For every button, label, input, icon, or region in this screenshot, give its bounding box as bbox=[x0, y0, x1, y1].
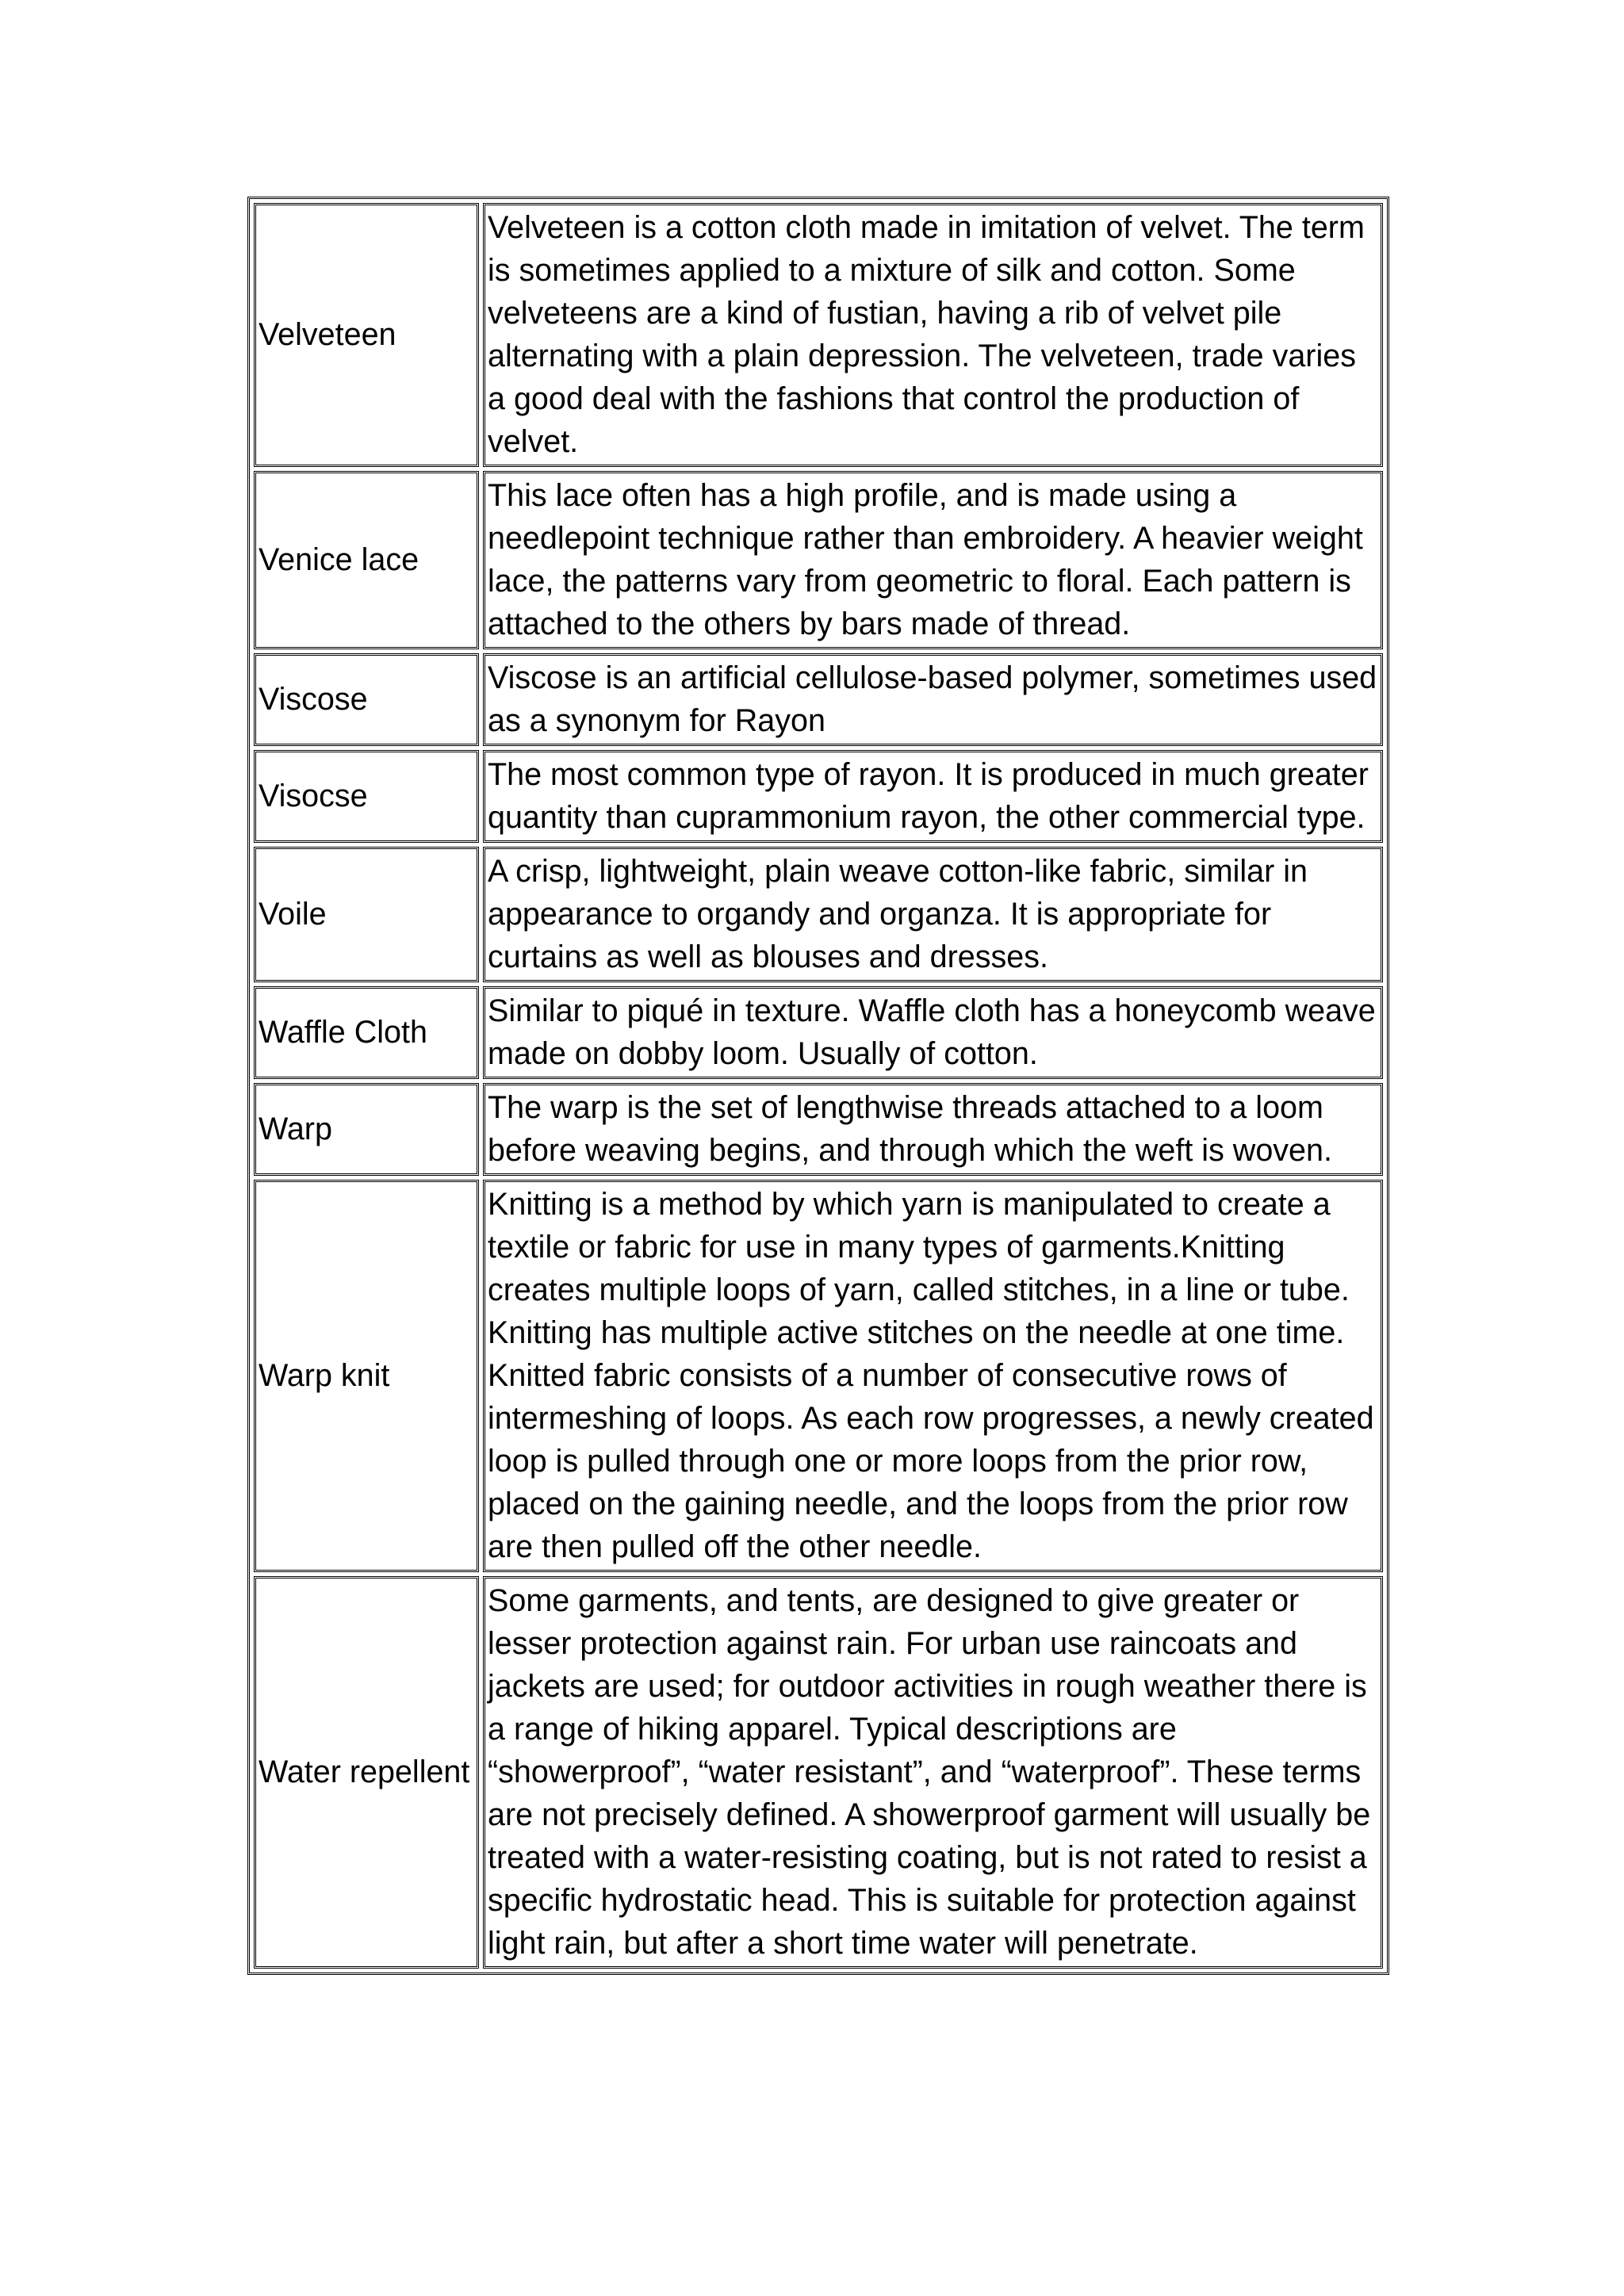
definition-cell: This lace often has a high profile, and is made using a needlepoint technique rather than embroidery. A heavier weight lace, the patterns vary from geometric to floral. Each pattern is attached to the others by bars made of thread. bbox=[483, 471, 1383, 649]
definition-cell: The warp is the set of lengthwise threads attached to a loom before weaving begins, and through which the weft is woven. bbox=[483, 1083, 1383, 1176]
term-cell: Voile bbox=[254, 847, 479, 982]
definition-cell: Knitting is a method by which yarn is manipulated to create a textile or fabric for use in many types of garments.Knitting creates multiple loops of yarn, called stitches, in a line or tube. Knitting has multiple active stitches on the needle at one time. Knitted fabric consists of a number of consecutive rows of intermeshing of loops. As each row progresses, a newly created loop is pulled through one or more loops from the prior row, placed on the gaining needle, and the loops from the prior row are then pulled off the other needle. bbox=[483, 1180, 1383, 1572]
definition-cell: A crisp, lightweight, plain weave cotton-like fabric, similar in appearance to organdy and organza. It is appropriate for curtains as well as blouses and dresses. bbox=[483, 847, 1383, 982]
term-cell: Warp knit bbox=[254, 1180, 479, 1572]
table-row bbox=[254, 653, 1383, 746]
term-cell: Viscose bbox=[254, 653, 479, 746]
term-cell: Visocse bbox=[254, 750, 479, 843]
table-row bbox=[254, 986, 1383, 1079]
term-cell: Velveteen bbox=[254, 203, 479, 467]
term-cell: Warp bbox=[254, 1083, 479, 1176]
table-row bbox=[254, 471, 1383, 649]
table-row bbox=[254, 847, 1383, 982]
definition-cell: Similar to piqué in texture. Waffle cloth has a honeycomb weave made on dobby loom. Usually of cotton. bbox=[483, 986, 1383, 1079]
term-cell: Water repellent bbox=[254, 1576, 479, 1969]
glossary-table bbox=[247, 197, 1389, 1975]
table-row bbox=[254, 1576, 1383, 1969]
term-cell: Venice lace bbox=[254, 471, 479, 649]
definition-cell: Velveteen is a cotton cloth made in imitation of velvet. The term is sometimes applied to a mixture of silk and cotton. Some velveteens are a kind of fustian, having a rib of velvet pile alternating with a plain depression. The velveteen, trade varies a good deal with the fashions that control the production of velvet. bbox=[483, 203, 1383, 467]
table-row bbox=[254, 1180, 1383, 1572]
table-row bbox=[254, 1083, 1383, 1176]
definition-cell: The most common type of rayon. It is produced in much greater quantity than cuprammonium rayon, the other commercial type. bbox=[483, 750, 1383, 843]
document-page bbox=[247, 197, 1389, 1975]
table-row bbox=[254, 750, 1383, 843]
table-row bbox=[254, 203, 1383, 467]
definition-cell: Viscose is an artificial cellulose-based polymer, sometimes used as a synonym for Rayon bbox=[483, 653, 1383, 746]
term-cell: Waffle Cloth bbox=[254, 986, 479, 1079]
definition-cell: Some garments, and tents, are designed to give greater or lesser protection against rain. For urban use raincoats and jackets are used; for outdoor activities in rough weather there is a range of hiking apparel. Typical descriptions are “showerproof”, “water resistant”, and “waterproof”. These terms are not precisely defined. A showerproof garment will usually be treated with a water-resisting coating, but is not rated to resist a specific hydrostatic head. This is suitable for protection against light rain, but after a short time water will penetrate. bbox=[483, 1576, 1383, 1969]
